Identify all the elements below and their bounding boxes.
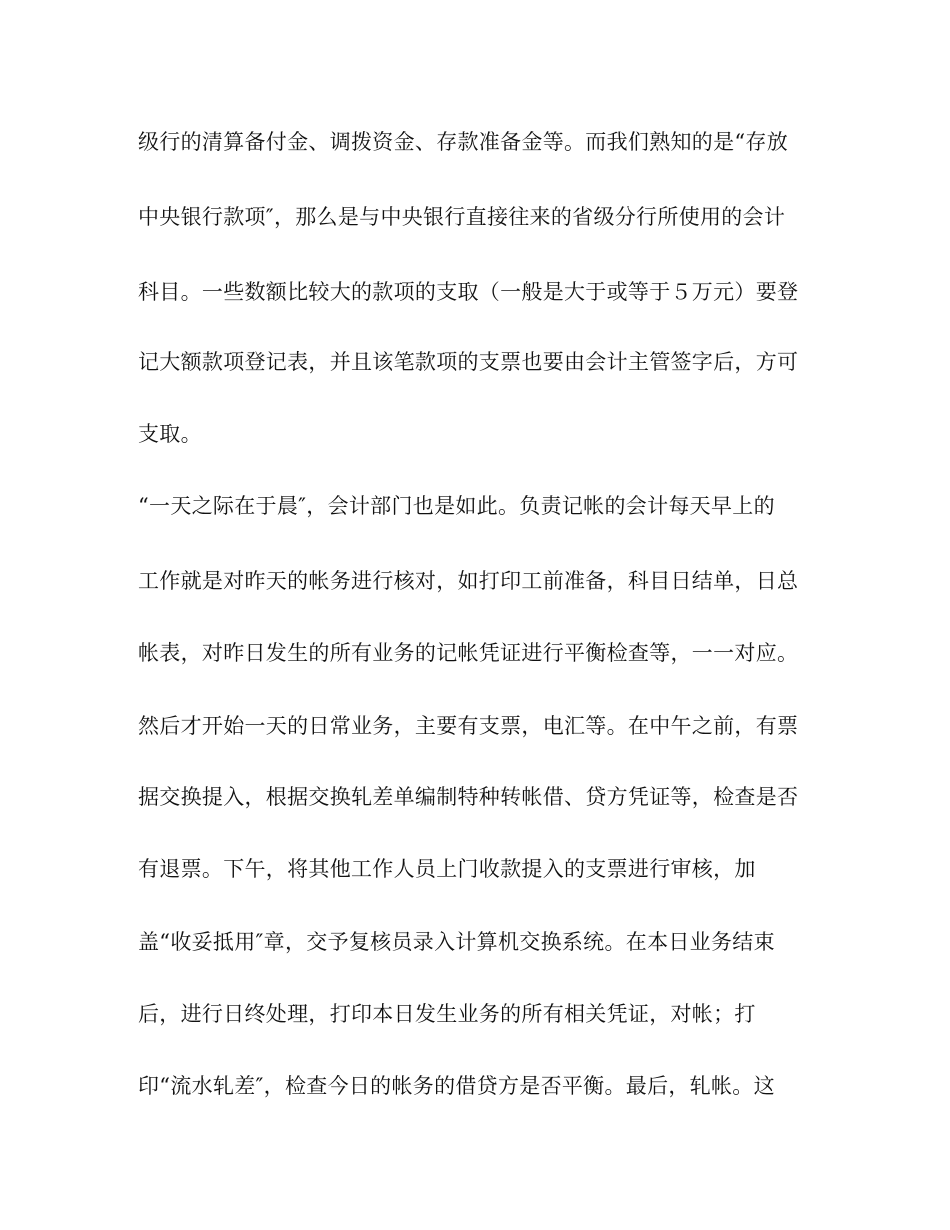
text-line: 印“流水轧差″，检查今日的帐务的借贷方是否平衡。最后，轧帐。这 <box>138 1074 775 1098</box>
text-line: 帐表，对昨日发生的所有业务的记帐凭证进行平衡检查等，一一对应。 <box>138 641 799 665</box>
text-line: 后，进行日终处理，打印本日发生业务的所有相关凭证，对帐；打 <box>138 1002 756 1026</box>
text-line: 支取。 <box>138 422 202 446</box>
text-line: 科目。一些数额比较大的款项的支取（一般是大于或等于５万元）要登 <box>138 280 799 304</box>
text-line: 中央银行款项″，那么是与中央银行直接往来的省级分行所使用的会计 <box>138 205 786 229</box>
text-line: 有退票。下午，将其他工作人员上门收款提入的支票进行审核，加 <box>138 857 756 881</box>
text-line: 记大额款项登记表，并且该笔款项的支票也要由会计主管签字后，方可 <box>138 350 799 374</box>
text-line: 然后才开始一天的日常业务，主要有支票，电汇等。在中午之前，有票 <box>138 714 799 738</box>
text-line: “一天之际在于晨″，会计部门也是如此。负责记帐的会计每天早上的 <box>138 494 775 518</box>
text-line: 盖“收妥抵用″章，交予复核员录入计算机交换系统。在本日业务结束 <box>138 930 775 954</box>
text-line: 工作就是对昨天的帐务进行核对，如打印工前准备，科目日结单，日总 <box>138 569 799 593</box>
text-line: 级行的清算备付金、调拨资金、存款准备金等。而我们熟知的是“存放 <box>138 130 789 154</box>
text-line: 据交换提入，根据交换轧差单编制特种转帐借、贷方凭证等，检查是否 <box>138 785 799 809</box>
